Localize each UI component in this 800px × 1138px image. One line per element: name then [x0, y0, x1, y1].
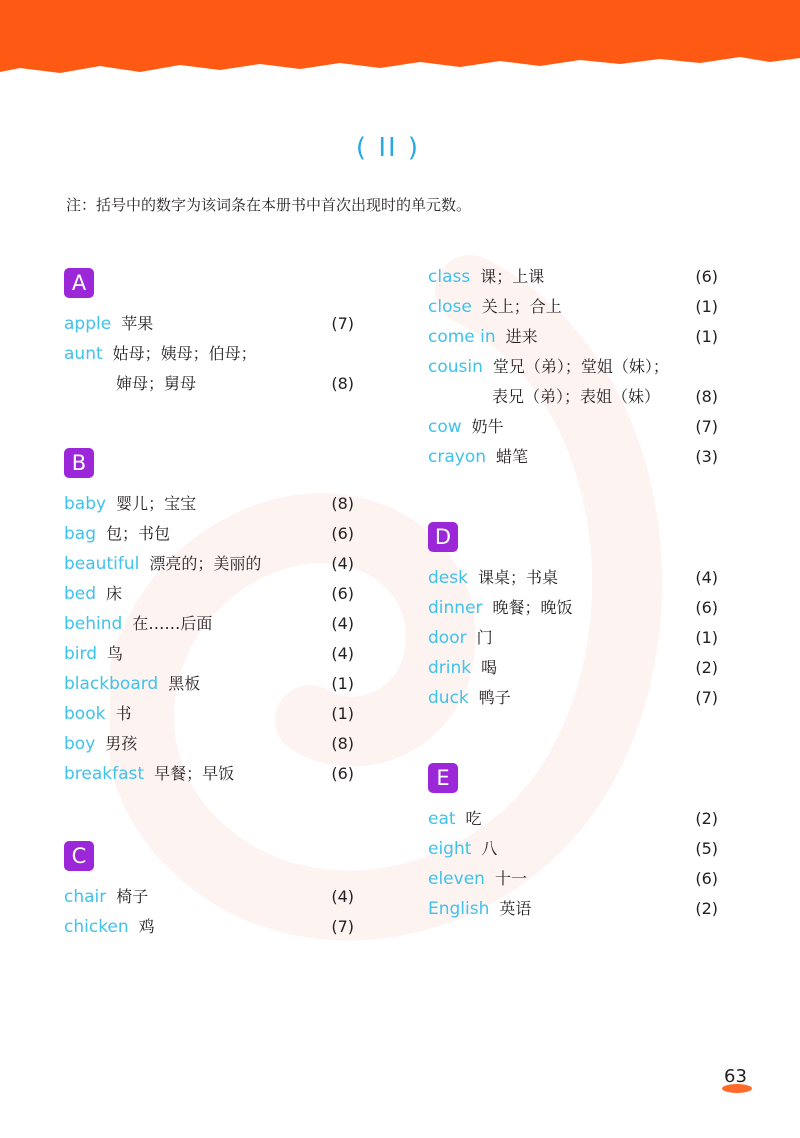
entry-word: behind: [64, 614, 123, 634]
entry-english: [428, 894, 718, 924]
entry-chair: [64, 882, 354, 912]
entry-word: bird: [64, 644, 97, 664]
entry-word: eleven: [428, 869, 485, 889]
entry-word: desk: [428, 568, 468, 588]
entry-word: breakfast: [64, 764, 145, 784]
entry-word: drink: [428, 658, 472, 678]
entry-come-in: [428, 322, 718, 352]
entry-drink: [428, 653, 718, 683]
entry-unit: (6): [331, 764, 354, 783]
entry-unit: (4): [331, 554, 354, 573]
entry-word: apple: [64, 314, 112, 334]
entry-meaning: 床: [106, 584, 123, 603]
entry-unit: (7): [695, 417, 718, 436]
entry-unit: (6): [331, 584, 354, 603]
entry-boy: [64, 729, 354, 759]
entry-word: chair: [64, 887, 107, 907]
entry-unit: (2): [695, 809, 718, 828]
entry-meaning: 表兄（弟）；表姐（妹）: [492, 387, 661, 406]
section-d: [428, 522, 718, 713]
section-c: [64, 841, 354, 942]
entry-word: baby: [64, 494, 107, 514]
entry-cousin-continued: [428, 382, 718, 412]
entry-word: book: [64, 704, 106, 724]
top-orange-band: [0, 0, 800, 80]
page-title: ( II ): [355, 133, 421, 163]
entry-beautiful: [64, 549, 354, 579]
entry-word: door: [428, 628, 467, 648]
footnote: 注：括号中的数字为该词条在本册书中首次出现时的单元数。: [66, 196, 472, 214]
entry-class: [428, 262, 718, 292]
entry-meaning: 在……后面: [132, 614, 213, 633]
entry-meaning: 黑板: [168, 674, 201, 693]
entry-cousin: [428, 352, 718, 382]
entry-meaning: 姑母；姨母；伯母；: [112, 344, 257, 363]
entry-unit: (6): [695, 598, 718, 617]
entry-unit: (8): [331, 374, 354, 393]
entry-bird: [64, 639, 354, 669]
entry-bed: [64, 579, 354, 609]
entry-meaning: 早餐；早饭: [154, 764, 235, 783]
section-a: [64, 268, 354, 399]
entry-meaning: 鸟: [107, 644, 124, 663]
entry-meaning: 苹果: [121, 314, 154, 333]
entry-unit: (6): [331, 524, 354, 543]
entry-meaning: 婴儿；宝宝: [116, 494, 197, 513]
entry-unit: (7): [331, 314, 354, 333]
entry-aunt-continued: [64, 369, 354, 399]
entry-unit: (7): [331, 917, 354, 936]
entry-meaning: 男孩: [105, 734, 138, 753]
entry-meaning: 课；上课: [480, 267, 545, 286]
entry-book: [64, 699, 354, 729]
entry-word: boy: [64, 734, 96, 754]
entry-apple: [64, 309, 354, 339]
entry-meaning: 关上；合上: [481, 297, 562, 316]
entry-meaning: 吃: [465, 809, 482, 828]
entry-unit: (5): [695, 839, 718, 858]
entry-unit: (3): [695, 447, 718, 466]
entry-close: [428, 292, 718, 322]
entry-meaning: 十一: [494, 869, 527, 888]
entry-unit: (7): [695, 688, 718, 707]
letter-badge-a: A: [64, 268, 94, 298]
letter-badge-d: D: [428, 522, 458, 552]
entry-meaning: 喝: [481, 658, 498, 677]
entry-meaning: 鸡: [138, 917, 155, 936]
entry-meaning: 八: [481, 839, 498, 858]
entry-word: English: [428, 899, 490, 919]
letter-badge-c: C: [64, 841, 94, 871]
entry-behind: [64, 609, 354, 639]
entry-word: eat: [428, 809, 456, 829]
entry-word: class: [428, 267, 471, 287]
entry-meaning: 课桌；书桌: [477, 568, 558, 587]
entry-duck: [428, 683, 718, 713]
entry-word: cow: [428, 417, 462, 437]
entry-word: eight: [428, 839, 472, 859]
entry-word: cousin: [428, 357, 483, 377]
right-column: [428, 262, 718, 924]
entry-unit: (1): [695, 628, 718, 647]
entry-word: beautiful: [64, 554, 140, 574]
entry-word: duck: [428, 688, 469, 708]
entry-word: come in: [428, 327, 496, 347]
entry-meaning: 堂兄（弟）；堂姐（妹）；: [492, 357, 669, 376]
entry-unit: (2): [695, 658, 718, 677]
section-b: [64, 448, 354, 789]
letter-badge-e: E: [428, 763, 458, 793]
entry-aunt: [64, 339, 354, 369]
entry-unit: (4): [331, 614, 354, 633]
entry-unit: (1): [695, 327, 718, 346]
entry-meaning: 进来: [505, 327, 538, 346]
entry-meaning: 漂亮的；美丽的: [149, 554, 262, 573]
letter-badge-b: B: [64, 448, 94, 478]
entry-dinner: [428, 593, 718, 623]
entry-meaning: 门: [476, 628, 493, 647]
entry-eat: [428, 804, 718, 834]
entry-breakfast: [64, 759, 354, 789]
entry-door: [428, 623, 718, 653]
entry-unit: (1): [695, 297, 718, 316]
entry-unit: (1): [331, 704, 354, 723]
entry-unit: (6): [695, 267, 718, 286]
entry-unit: (4): [695, 568, 718, 587]
entry-meaning: 书: [115, 704, 132, 723]
entry-word: bed: [64, 584, 97, 604]
entry-meaning: 英语: [499, 899, 532, 918]
section-e: [428, 763, 718, 924]
entry-blackboard: [64, 669, 354, 699]
entry-word: crayon: [428, 447, 486, 467]
entry-unit: (4): [331, 887, 354, 906]
entry-unit: (8): [331, 494, 354, 513]
section-c-continued: [428, 262, 718, 472]
entry-unit: (1): [331, 674, 354, 693]
entry-meaning: 晚餐；晚饭: [492, 598, 573, 617]
entry-word: aunt: [64, 344, 103, 364]
entry-unit: (6): [695, 869, 718, 888]
page-number: 63: [724, 1066, 747, 1087]
left-column: [64, 268, 354, 942]
entry-word: bag: [64, 524, 96, 544]
entry-eleven: [428, 864, 718, 894]
entry-word: dinner: [428, 598, 483, 618]
entry-word: blackboard: [64, 674, 159, 694]
entry-meaning: 奶牛: [471, 417, 504, 436]
entry-cow: [428, 412, 718, 442]
entry-meaning: 婶母；舅母: [116, 374, 197, 393]
entry-unit: (2): [695, 899, 718, 918]
entry-meaning: 鸭子: [478, 688, 511, 707]
entry-eight: [428, 834, 718, 864]
entry-bag: [64, 519, 354, 549]
entry-meaning: 蜡笔: [496, 447, 529, 466]
entry-desk: [428, 563, 718, 593]
entry-meaning: 椅子: [116, 887, 149, 906]
entry-chicken: [64, 912, 354, 942]
entry-unit: (8): [695, 387, 718, 406]
entry-unit: (4): [331, 644, 354, 663]
entry-meaning: 包；书包: [106, 524, 171, 543]
entry-unit: (8): [331, 734, 354, 753]
entry-word: chicken: [64, 917, 129, 937]
entry-baby: [64, 489, 354, 519]
entry-crayon: [428, 442, 718, 472]
entry-word: close: [428, 297, 472, 317]
